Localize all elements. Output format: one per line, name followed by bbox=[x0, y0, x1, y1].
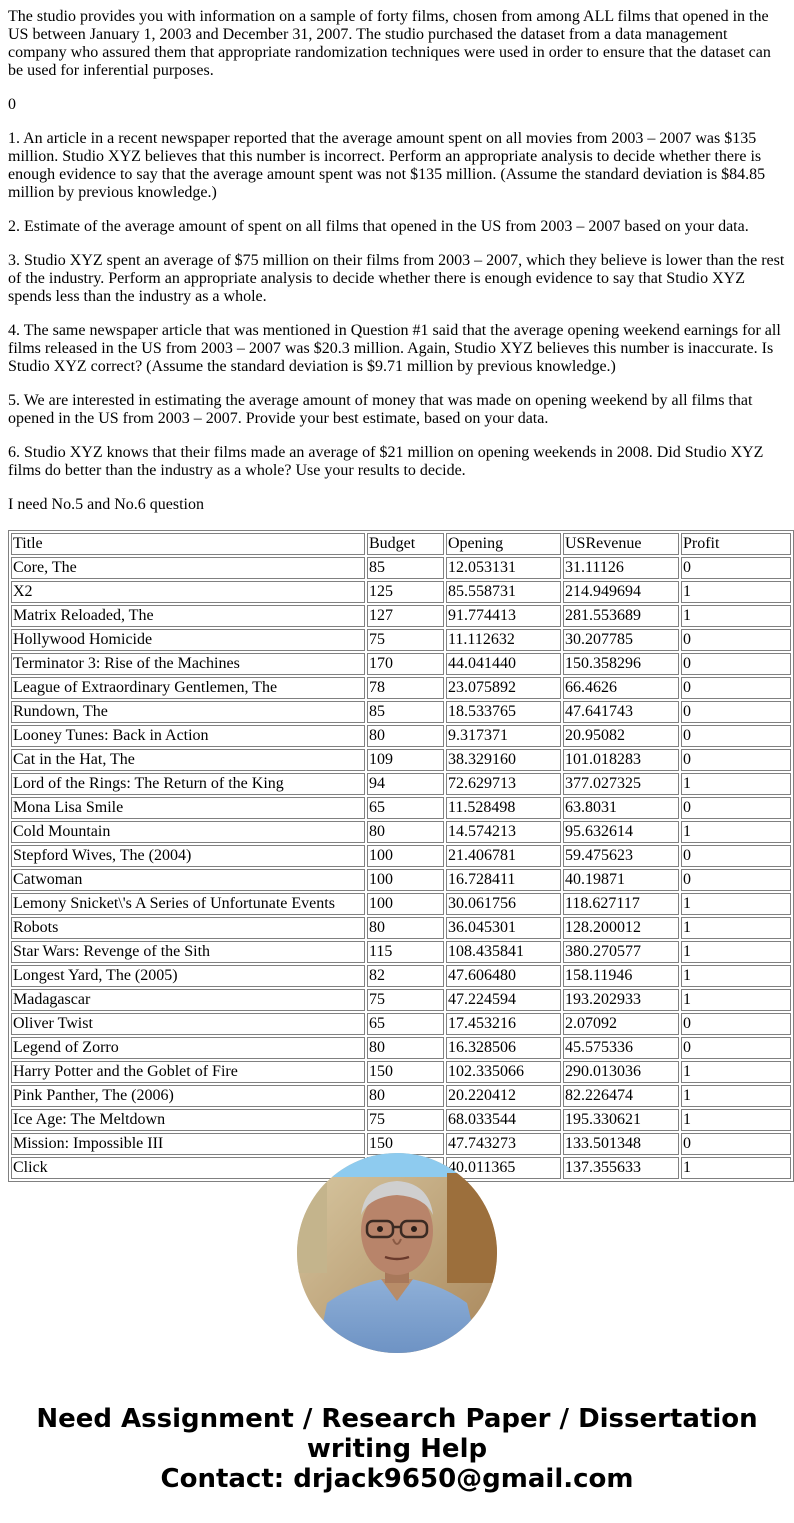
budget-cell: 75 bbox=[367, 629, 444, 651]
usrevenue-cell: 118.627117 bbox=[563, 893, 679, 915]
profit-cell: 1 bbox=[681, 1085, 791, 1107]
usrevenue-cell: 63.8031 bbox=[563, 797, 679, 819]
help-banner bbox=[0, 1404, 794, 1494]
usrevenue-cell: 2.07092 bbox=[563, 1013, 679, 1035]
table-row bbox=[11, 605, 791, 627]
budget-cell: 75 bbox=[367, 989, 444, 1011]
title-cell: Oliver Twist bbox=[11, 1013, 365, 1035]
title-cell: Legend of Zorro bbox=[11, 1037, 365, 1059]
title-cell: Star Wars: Revenge of the Sith bbox=[11, 941, 365, 963]
usrevenue-cell: 377.027325 bbox=[563, 773, 679, 795]
table-row bbox=[11, 1061, 791, 1083]
table-row bbox=[11, 581, 791, 603]
profit-cell: 0 bbox=[681, 845, 791, 867]
table-row bbox=[11, 989, 791, 1011]
usrevenue-cell: 40.19871 bbox=[563, 869, 679, 891]
profit-cell: 0 bbox=[681, 725, 791, 747]
profit-cell: 1 bbox=[681, 941, 791, 963]
budget-cell: 100 bbox=[367, 869, 444, 891]
title-cell: X2 bbox=[11, 581, 365, 603]
profit-cell: 1 bbox=[681, 917, 791, 939]
profit-cell: 0 bbox=[681, 629, 791, 651]
usrevenue-cell: 47.641743 bbox=[563, 701, 679, 723]
opening-cell: 16.728411 bbox=[446, 869, 561, 891]
profit-cell: 1 bbox=[681, 989, 791, 1011]
budget-cell: 170 bbox=[367, 653, 444, 675]
question-1: 1. An article in a recent newspaper reported that the average amount spent on all movies from 2003 – 2007 was $135 million. Studio XYZ believes that this number is incorrect. Perform an appropriate analysis to decide whether there is enough evidence to say that the average amount spent was not $135 million. (Assume the standard deviation is $84.85 million by previous knowledge.) bbox=[8, 130, 766, 201]
usrevenue-cell: 214.949694 bbox=[563, 581, 679, 603]
budget-cell: 125 bbox=[367, 581, 444, 603]
title-cell: Matrix Reloaded, The bbox=[11, 605, 365, 627]
title-cell: Pink Panther, The (2006) bbox=[11, 1085, 365, 1107]
opening-cell: 30.061756 bbox=[446, 893, 561, 915]
title-cell: Robots bbox=[11, 917, 365, 939]
budget-cell: 65 bbox=[367, 797, 444, 819]
title-cell: Mona Lisa Smile bbox=[11, 797, 365, 819]
profit-cell: 1 bbox=[681, 893, 791, 915]
question-2: 2. Estimate of the average amount of spent on all films that opened in the US from 2003 – 2007 based on your data. bbox=[8, 218, 749, 235]
opening-cell: 44.041440 bbox=[446, 653, 561, 675]
budget-cell: 94 bbox=[367, 773, 444, 795]
profit-cell: 0 bbox=[681, 653, 791, 675]
profit-cell: 0 bbox=[681, 1013, 791, 1035]
budget-cell: 150 bbox=[367, 1133, 444, 1155]
header-title: Title bbox=[11, 533, 365, 555]
title-cell: League of Extraordinary Gentlemen, The bbox=[11, 677, 365, 699]
header-budget: Budget bbox=[367, 533, 444, 555]
profit-cell: 0 bbox=[681, 557, 791, 579]
usrevenue-cell: 195.330621 bbox=[563, 1109, 679, 1131]
title-cell: Ice Age: The Meltdown bbox=[11, 1109, 365, 1131]
title-cell: Looney Tunes: Back in Action bbox=[11, 725, 365, 747]
budget-cell: 109 bbox=[367, 749, 444, 771]
usrevenue-cell: 193.202933 bbox=[563, 989, 679, 1011]
budget-cell: 100 bbox=[367, 893, 444, 915]
usrevenue-cell: 30.207785 bbox=[563, 629, 679, 651]
opening-cell: 72.629713 bbox=[446, 773, 561, 795]
table-row bbox=[11, 725, 791, 747]
usrevenue-cell: 290.013036 bbox=[563, 1061, 679, 1083]
budget-cell: 75 bbox=[367, 1109, 444, 1131]
budget-cell: 80 bbox=[367, 1085, 444, 1107]
title-cell: Stepford Wives, The (2004) bbox=[11, 845, 365, 867]
table-row bbox=[11, 821, 791, 843]
title-cell: Rundown, The bbox=[11, 701, 365, 723]
opening-cell: 18.533765 bbox=[446, 701, 561, 723]
title-cell: Terminator 3: Rise of the Machines bbox=[11, 653, 365, 675]
opening-cell: 47.743273 bbox=[446, 1133, 561, 1155]
opening-cell: 85.558731 bbox=[446, 581, 561, 603]
table-row bbox=[11, 557, 791, 579]
document-body bbox=[8, 8, 786, 530]
opening-cell: 12.053131 bbox=[446, 557, 561, 579]
opening-cell: 17.453216 bbox=[446, 1013, 561, 1035]
table-row bbox=[11, 797, 791, 819]
usrevenue-cell: 45.575336 bbox=[563, 1037, 679, 1059]
table-row bbox=[11, 773, 791, 795]
usrevenue-cell: 133.501348 bbox=[563, 1133, 679, 1155]
profit-cell: 0 bbox=[681, 1133, 791, 1155]
budget-cell: 80 bbox=[367, 917, 444, 939]
table-row bbox=[11, 845, 791, 867]
opening-cell: 68.033544 bbox=[446, 1109, 561, 1131]
table-row bbox=[11, 1037, 791, 1059]
usrevenue-cell: 95.632614 bbox=[563, 821, 679, 843]
opening-cell: 9.317371 bbox=[446, 725, 561, 747]
table-row bbox=[11, 965, 791, 987]
question-3: 3. Studio XYZ spent an average of $75 million on their films from 2003 – 2007, which they believe is lower than the rest of the industry. Perform an appropriate analysis to decide whether there is enough evidence to say that Studio XYZ spends less than the industry as a whole. bbox=[8, 252, 785, 305]
usrevenue-cell: 82.226474 bbox=[563, 1085, 679, 1107]
author-portrait-image bbox=[297, 1153, 497, 1353]
opening-cell: 47.606480 bbox=[446, 965, 561, 987]
films-table-container bbox=[8, 530, 786, 1176]
table-row bbox=[11, 701, 791, 723]
title-cell: Cold Mountain bbox=[11, 821, 365, 843]
title-cell: Lemony Snicket\'s A Series of Unfortunate Events bbox=[11, 893, 365, 915]
opening-cell: 20.220412 bbox=[446, 1085, 561, 1107]
budget-cell: 85 bbox=[367, 701, 444, 723]
budget-cell: 65 bbox=[367, 1013, 444, 1035]
profit-cell: 0 bbox=[681, 797, 791, 819]
opening-cell: 14.574213 bbox=[446, 821, 561, 843]
budget-cell: 78 bbox=[367, 677, 444, 699]
title-cell: Mission: Impossible III bbox=[11, 1133, 365, 1155]
title-cell: Cat in the Hat, The bbox=[11, 749, 365, 771]
budget-cell: 115 bbox=[367, 941, 444, 963]
table-row bbox=[11, 869, 791, 891]
table-row bbox=[11, 1133, 791, 1155]
profit-cell: 0 bbox=[681, 869, 791, 891]
profit-cell: 1 bbox=[681, 1157, 791, 1179]
profit-cell: 0 bbox=[681, 677, 791, 699]
title-cell: Lord of the Rings: The Return of the King bbox=[11, 773, 365, 795]
table-row bbox=[11, 917, 791, 939]
opening-cell: 11.528498 bbox=[446, 797, 561, 819]
table-row bbox=[11, 629, 791, 651]
usrevenue-cell: 101.018283 bbox=[563, 749, 679, 771]
title-cell: Longest Yard, The (2005) bbox=[11, 965, 365, 987]
profit-cell: 1 bbox=[681, 1109, 791, 1131]
opening-cell: 21.406781 bbox=[446, 845, 561, 867]
opening-cell: 108.435841 bbox=[446, 941, 561, 963]
question-6: 6. Studio XYZ knows that their films made an average of $21 million on opening weekends in 2008. Did Studio XYZ films do better than the industry as a whole? Use your results to decide. bbox=[8, 444, 764, 479]
help-banner-line-1: Need Assignment / Research Paper / Dissertation bbox=[36, 1404, 758, 1434]
usrevenue-cell: 31.11126 bbox=[563, 557, 679, 579]
title-cell: Madagascar bbox=[11, 989, 365, 1011]
zero-line: 0 bbox=[8, 96, 16, 113]
table-row bbox=[11, 941, 791, 963]
table-row bbox=[11, 677, 791, 699]
profit-cell: 1 bbox=[681, 605, 791, 627]
table-header-row bbox=[11, 533, 791, 555]
usrevenue-cell: 158.11946 bbox=[563, 965, 679, 987]
request-line: I need No.5 and No.6 question bbox=[8, 496, 204, 513]
budget-cell: 85 bbox=[367, 557, 444, 579]
profit-cell: 1 bbox=[681, 581, 791, 603]
contact-email: Contact: drjack9650@gmail.com bbox=[160, 1464, 634, 1494]
header-profit: Profit bbox=[681, 533, 791, 555]
title-cell: Harry Potter and the Goblet of Fire bbox=[11, 1061, 365, 1083]
table-row bbox=[11, 1013, 791, 1035]
profit-cell: 0 bbox=[681, 701, 791, 723]
author-avatar bbox=[297, 1153, 497, 1353]
table-row bbox=[11, 893, 791, 915]
opening-cell: 102.335066 bbox=[446, 1061, 561, 1083]
help-banner-line-2: writing Help bbox=[306, 1434, 488, 1464]
usrevenue-cell: 380.270577 bbox=[563, 941, 679, 963]
profit-cell: 1 bbox=[681, 773, 791, 795]
usrevenue-cell: 128.200012 bbox=[563, 917, 679, 939]
budget-cell: 82 bbox=[367, 965, 444, 987]
profit-cell: 0 bbox=[681, 749, 791, 771]
profit-cell: 1 bbox=[681, 1061, 791, 1083]
budget-cell: 100 bbox=[367, 845, 444, 867]
budget-cell: 80 bbox=[367, 725, 444, 747]
opening-cell: 11.112632 bbox=[446, 629, 561, 651]
opening-cell: 40.011365 bbox=[446, 1157, 561, 1179]
usrevenue-cell: 150.358296 bbox=[563, 653, 679, 675]
budget-cell: 150 bbox=[367, 1061, 444, 1083]
question-4: 4. The same newspaper article that was mentioned in Question #1 said that the average opening weekend earnings for all films released in the US from 2003 – 2007 was $20.3 million. Again, Studio XYZ believes this number is inaccurate. Is Studio XYZ correct? (Assume the standard deviation is $9.71 million by previous knowledge.) bbox=[8, 322, 781, 375]
profit-cell: 1 bbox=[681, 821, 791, 843]
table-row bbox=[11, 1085, 791, 1107]
title-cell: Catwoman bbox=[11, 869, 365, 891]
budget-cell: 80 bbox=[367, 1037, 444, 1059]
usrevenue-cell: 66.4626 bbox=[563, 677, 679, 699]
question-5: 5. We are interested in estimating the average amount of money that was made on opening weekend by all films that opened in the US from 2003 – 2007. Provide your best estimate, based on your data. bbox=[8, 392, 753, 427]
table-row bbox=[11, 1109, 791, 1131]
profit-cell: 1 bbox=[681, 965, 791, 987]
title-cell: Core, The bbox=[11, 557, 365, 579]
opening-cell: 16.328506 bbox=[446, 1037, 561, 1059]
header-opening: Opening bbox=[446, 533, 561, 555]
title-cell: Hollywood Homicide bbox=[11, 629, 365, 651]
opening-cell: 36.045301 bbox=[446, 917, 561, 939]
opening-cell: 91.774413 bbox=[446, 605, 561, 627]
opening-cell: 23.075892 bbox=[446, 677, 561, 699]
opening-cell: 47.224594 bbox=[446, 989, 561, 1011]
usrevenue-cell: 59.475623 bbox=[563, 845, 679, 867]
usrevenue-cell: 20.95082 bbox=[563, 725, 679, 747]
intro-paragraph: The studio provides you with information on a sample of forty films, chosen from among ALL films that opened in the US between January 1, 2003 and December 31, 2007. The studio purchased the dataset from a data management company who assured them that appropriate randomization techniques were used in order to ensure that the dataset can be used for inferential purposes. bbox=[8, 8, 771, 79]
table-row bbox=[11, 653, 791, 675]
films-table bbox=[8, 530, 794, 1182]
profit-cell: 0 bbox=[681, 1037, 791, 1059]
title-cell: Click bbox=[11, 1157, 365, 1179]
opening-cell: 38.329160 bbox=[446, 749, 561, 771]
header-usrevenue: USRevenue bbox=[563, 533, 679, 555]
budget-cell: 80 bbox=[367, 821, 444, 843]
usrevenue-cell: 281.553689 bbox=[563, 605, 679, 627]
usrevenue-cell: 137.355633 bbox=[563, 1157, 679, 1179]
table-row bbox=[11, 749, 791, 771]
budget-cell: 127 bbox=[367, 605, 444, 627]
